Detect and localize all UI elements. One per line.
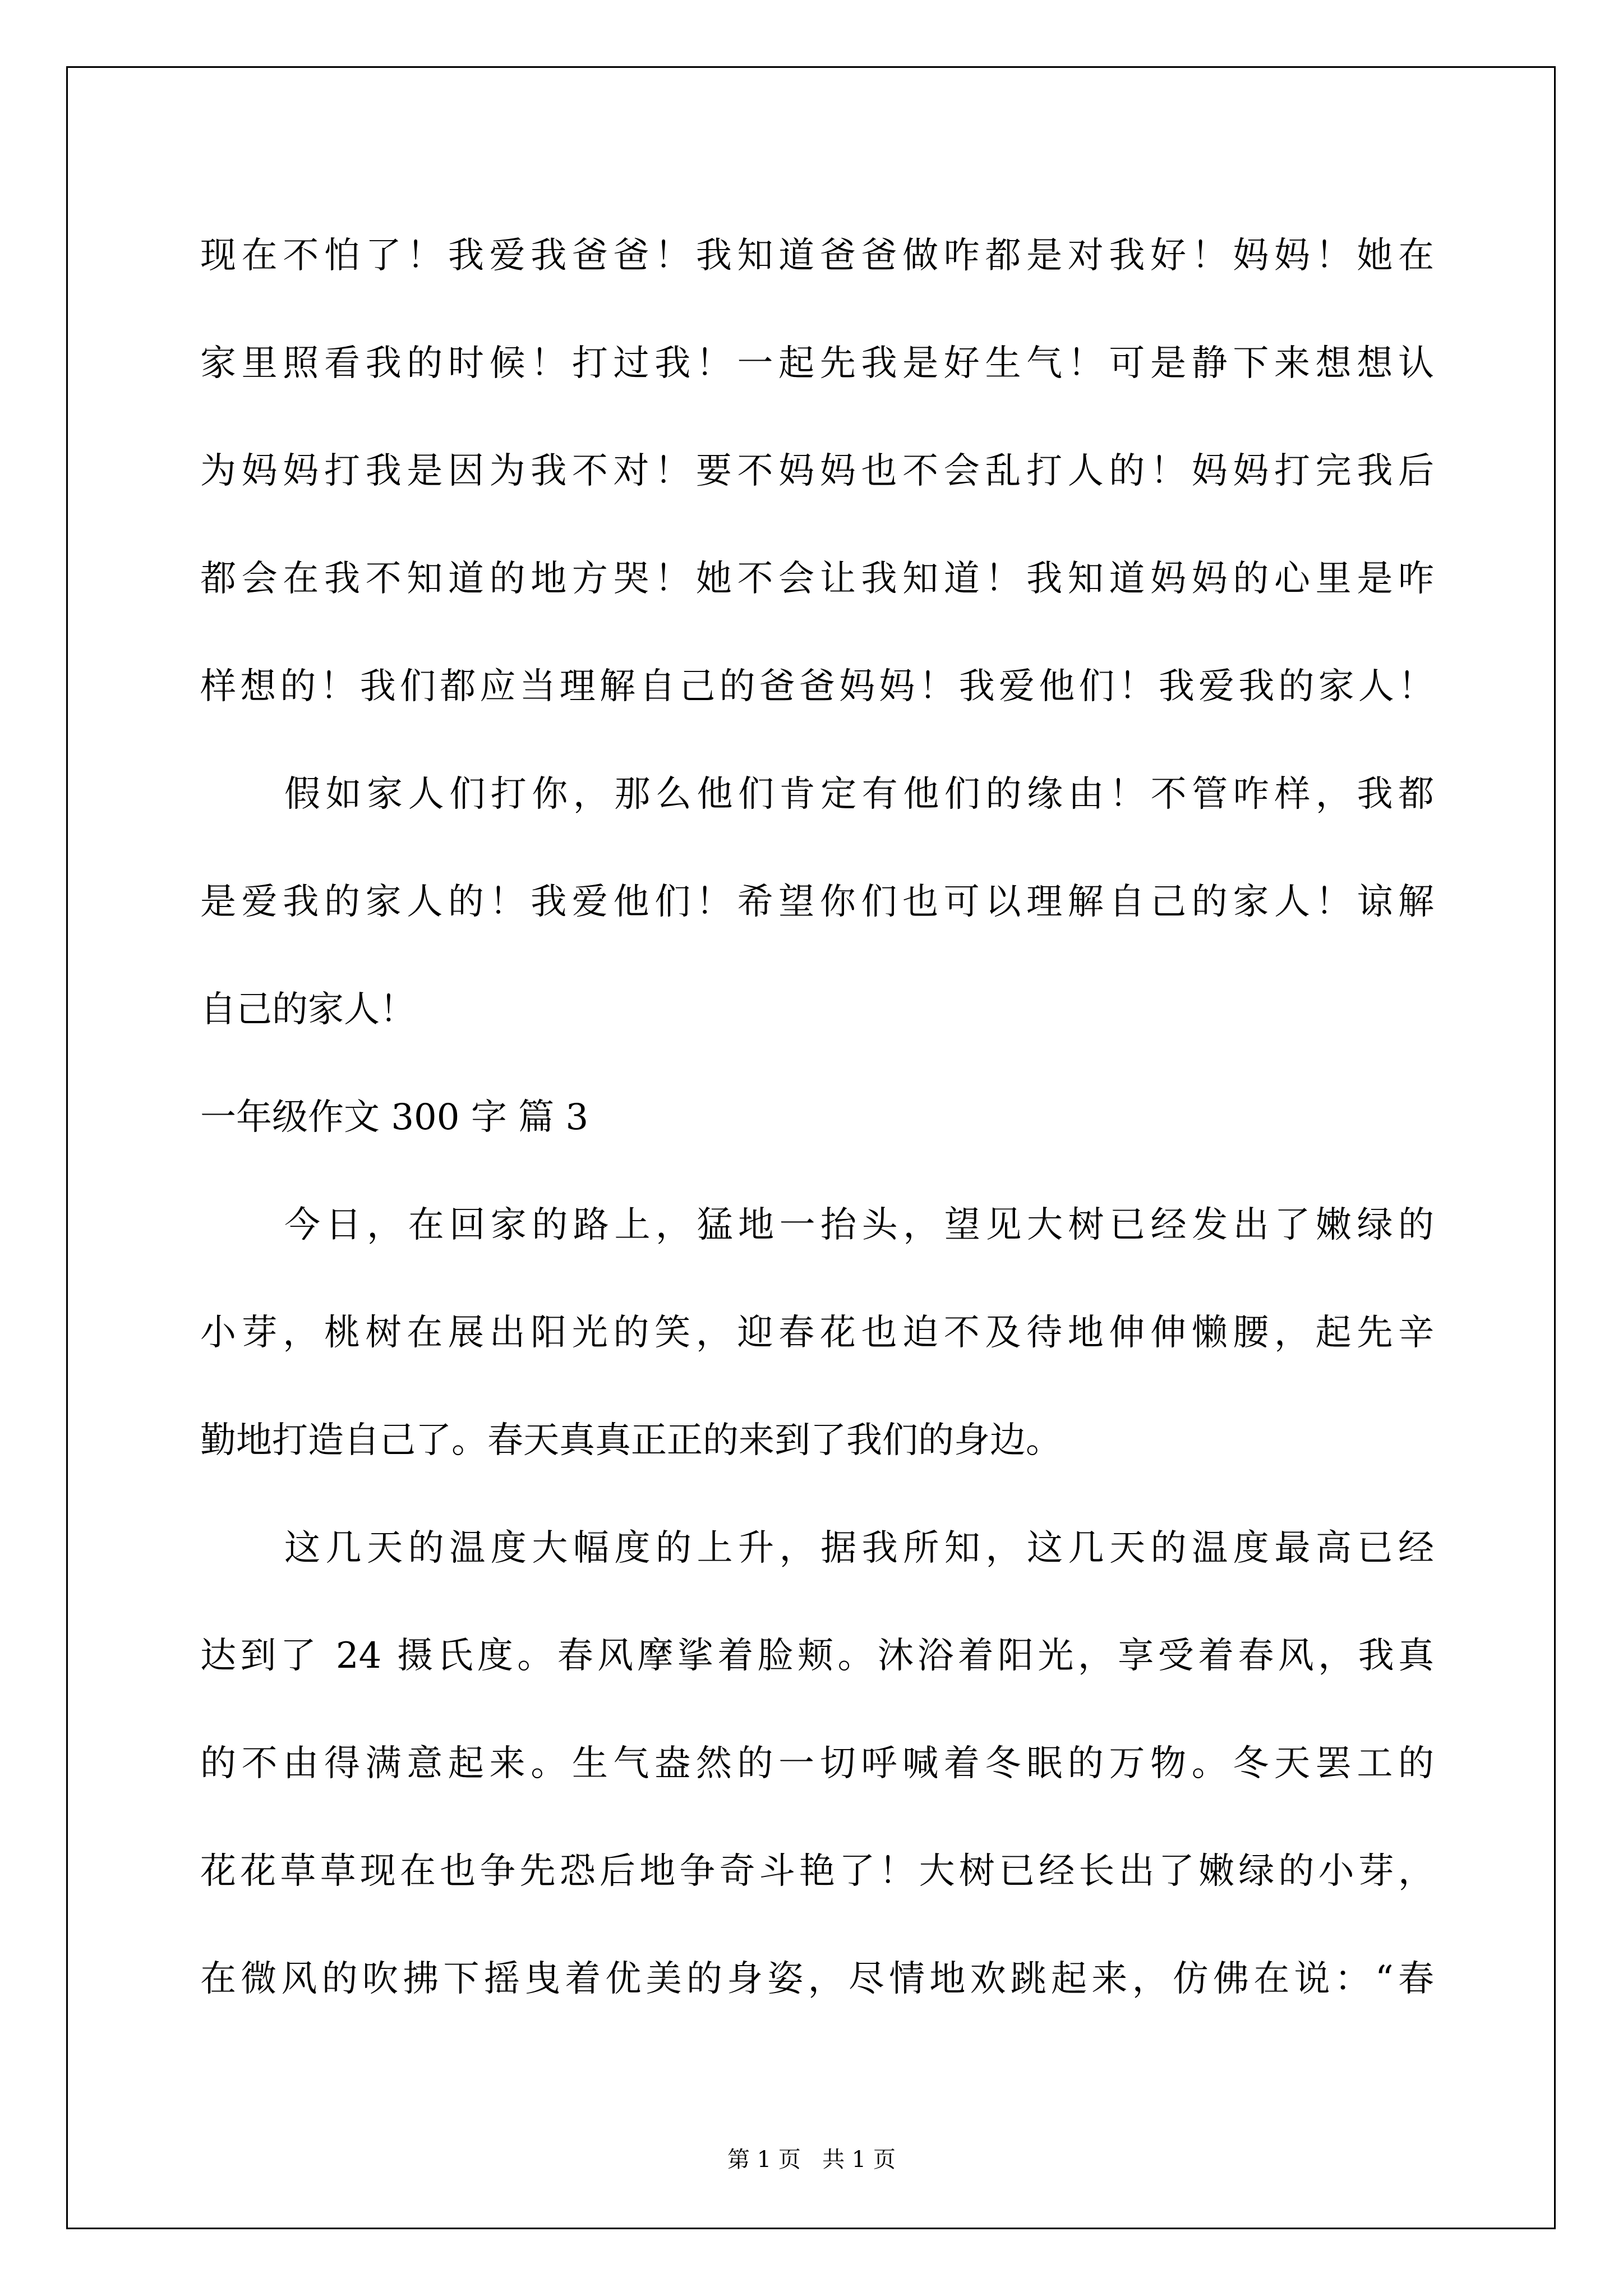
section-heading: 一年级作文 300 字 篇 3 xyxy=(200,1097,589,1138)
page-footer: 第 1 页 共 1 页 xyxy=(727,2147,896,2173)
text-line: 家里照看我的时候！打过我！一起先我是好生气！可是静下来想想认 xyxy=(200,343,1434,384)
text-line: 这几天的温度大幅度的上升，据我所知，这几天的温度最高已经 xyxy=(284,1527,1434,1569)
text-line: 今日，在回家的路上，猛地一抬头，望见大树已经发出了嫩绿的 xyxy=(284,1204,1434,1246)
document-body xyxy=(200,202,1434,2033)
text-line: 都会在我不知道的地方哭！她不会让我知道！我知道妈妈的心里是咋 xyxy=(200,558,1434,600)
text-line: 现在不怕了！我爱我爸爸！我知道爸爸做咋都是对我好！妈妈！她在 xyxy=(200,235,1434,277)
text-line: 样想的！我们都应当理解自己的爸爸妈妈！我爱他们！我爱我的家人！ xyxy=(200,666,1434,707)
text-line: 达到了 24 摄氏度。春风摩挲着脸颊。沐浴着阳光，享受着春风，我真 xyxy=(200,1635,1434,1677)
text-line: 是爱我的家人的！我爱他们！希望你们也可以理解自己的家人！谅解 xyxy=(200,881,1434,923)
text-line: 的不由得满意起来。生气盎然的一切呼喊着冬眠的万物。冬天罢工的 xyxy=(200,1743,1434,1784)
text-line: 为妈妈打我是因为我不对！要不妈妈也不会乱打人的！妈妈打完我后 xyxy=(200,450,1434,492)
text-line: 自己的家人！ xyxy=(200,989,416,1030)
text-line: 小芽，桃树在展出阳光的笑，迎春花也迫不及待地伸伸懒腰，起先辛 xyxy=(200,1312,1434,1354)
text-line: 勤地打造自己了。春天真真正正的来到了我们的身边。 xyxy=(200,1420,1062,1461)
text-line: 假如家人们打你，那么他们肯定有他们的缘由！不管咋样，我都 xyxy=(284,774,1434,815)
text-line: 在微风的吹拂下摇曳着优美的身姿，尽情地欢跳起来，仿佛在说：“春 xyxy=(200,1958,1434,2000)
text-line: 花花草草现在也争先恐后地争奇斗艳了！大树已经长出了嫩绿的小芽， xyxy=(200,1851,1434,1892)
